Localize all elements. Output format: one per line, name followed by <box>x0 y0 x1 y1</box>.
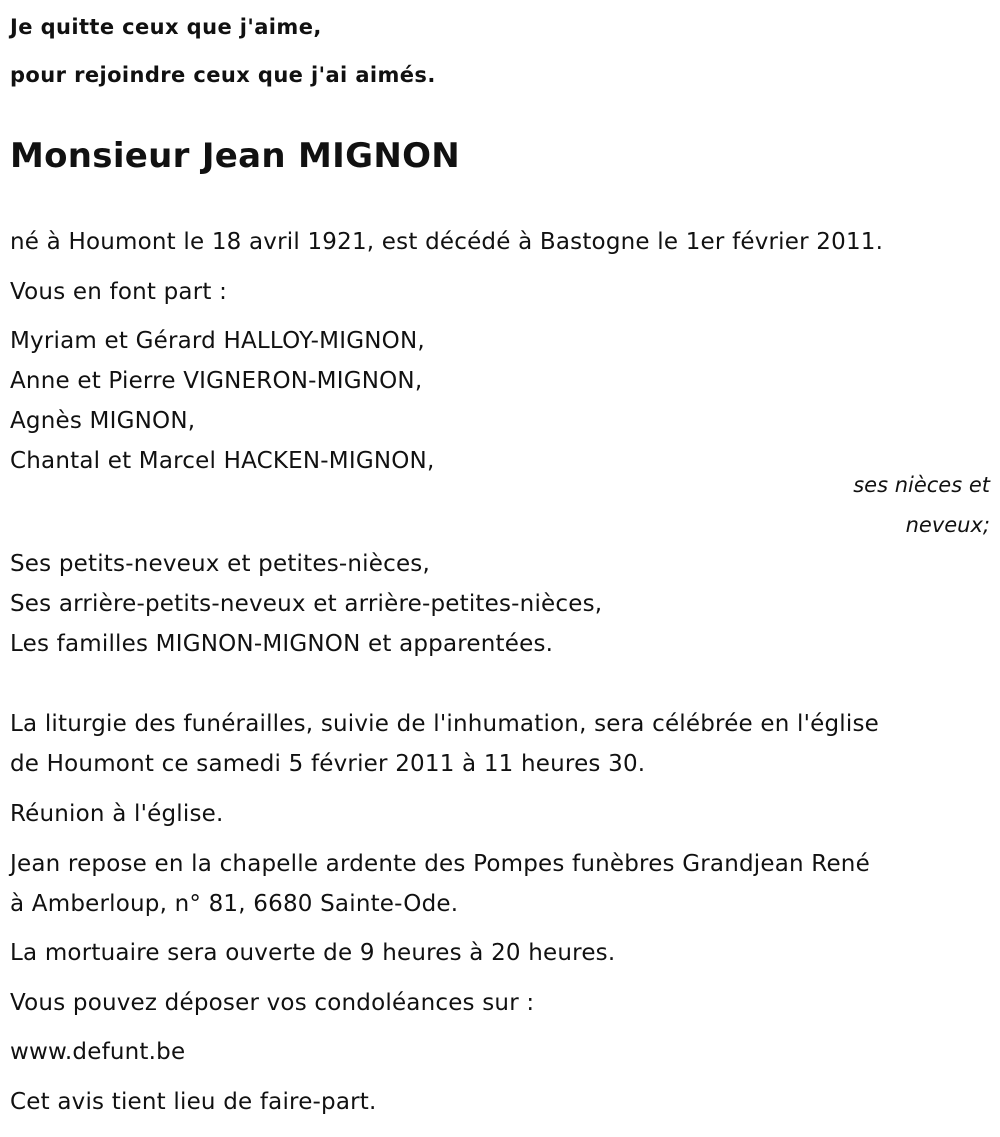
rest-location-line-1: Jean repose en la chapelle ardente des Pompes funèbres Grandjean René <box>10 851 870 877</box>
announcement-intro: Vous en font part : <box>10 279 228 305</box>
mortuary-hours: La mortuaire sera ouverte de 9 heures à 20 heures. <box>10 940 616 966</box>
family-member: Myriam et Gérard HALLOY-MIGNON, <box>10 328 425 354</box>
condolences-info: Vous pouvez déposer vos condoléances sur : <box>10 990 535 1016</box>
extended-family: Ses arrière-petits-neveux et arrière-petites-nièces, <box>10 591 603 617</box>
family-member: Agnès MIGNON, <box>10 408 196 434</box>
family-member: Anne et Pierre VIGNERON-MIGNON, <box>10 368 423 394</box>
liturgy-line-2: de Houmont ce samedi 5 février 2011 à 11 heures 30. <box>10 751 646 777</box>
meeting-info: Réunion à l'église. <box>10 801 224 827</box>
website-line <box>10 1037 185 1067</box>
epigraph-line-1: Je quitte ceux que j'aime, <box>10 15 322 39</box>
notice-statement: Cet avis tient lieu de faire-part. <box>10 1089 377 1115</box>
liturgy-line-1: La liturgie des funérailles, suivie de l'inhumation, sera célébrée en l'église <box>10 711 880 737</box>
family-member: Chantal et Marcel HACKEN-MIGNON, <box>10 448 435 474</box>
birth-death-statement: né à Houmont le 18 avril 1921, est décédé à Bastogne le 1er février 2011. <box>10 229 884 255</box>
deceased-name: Monsieur Jean MIGNON <box>10 136 461 176</box>
epigraph-line-2: pour rejoindre ceux que j'ai aimés. <box>10 63 436 87</box>
extended-family: Ses petits-neveux et petites-nièces, <box>10 551 430 577</box>
relation-label-line-1: ses nièces et <box>853 473 990 497</box>
website-link[interactable]: www.defunt.be <box>10 1039 186 1065</box>
relation-label-line-2: neveux; <box>905 513 990 537</box>
extended-family: Les familles MIGNON-MIGNON et apparentées. <box>10 631 554 657</box>
rest-location-line-2: à Amberloup, n° 81, 6680 Sainte-Ode. <box>10 891 459 917</box>
